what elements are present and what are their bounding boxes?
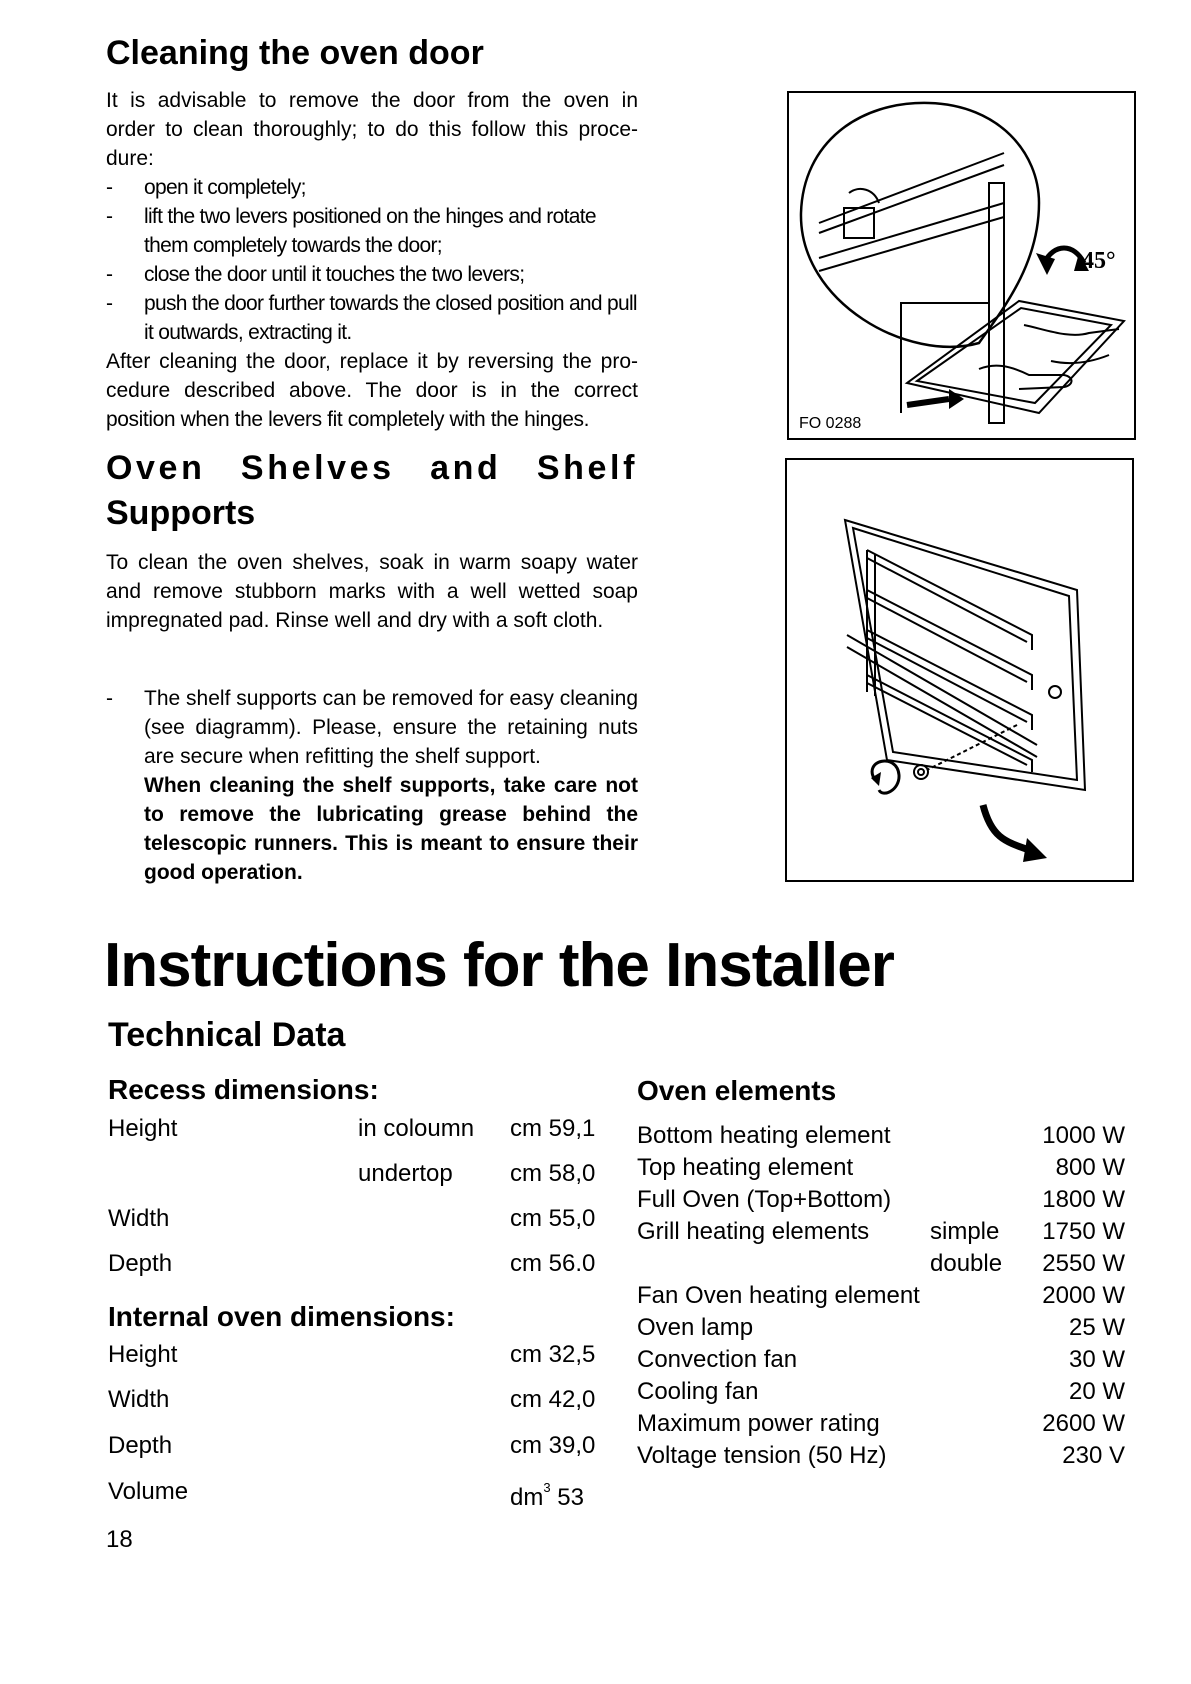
cleaning-door-title: Cleaning the oven door	[106, 34, 484, 72]
outro-line-1: After cleaning the door, replace it by reversing the pro-	[106, 350, 638, 373]
page-number: 18	[106, 1526, 133, 1553]
shelf-support-illustration	[787, 460, 1132, 880]
elements-table	[637, 1121, 1125, 1481]
elements-title: Oven elements	[637, 1075, 837, 1106]
shelf-support-bullet: - The shelf supports can be removed for easy cleaning (see diagramm). Please, ensure the retaining nuts are secure when refitting the shelf support. When cleaning the shelf supports, take care not to remove the lubricating grease behind the telescopic runners. This is meant to ensure their good operation.	[106, 684, 638, 887]
table-row: Voltage tension (50 Hz) 230 V	[637, 1442, 1125, 1469]
door-removal-illustration	[789, 93, 1134, 438]
table-row: undertop cm 58,0	[358, 1160, 596, 1187]
shelf-support-figure	[785, 458, 1134, 882]
table-row: Height in coloumn cm 59,1	[108, 1115, 596, 1142]
intro-line-3: dure:	[106, 147, 154, 170]
table-row: Convection fan 30 W	[637, 1346, 1125, 1373]
table-row: Bottom heating element 1000 W	[637, 1122, 1125, 1149]
recess-table	[108, 1114, 608, 1299]
step-item: - push the door further towards the closed position and pull it outwards, extracting it.	[106, 292, 637, 344]
table-row: Depth cm 39,0	[108, 1432, 596, 1459]
recess-title: Recess dimensions:	[108, 1074, 379, 1105]
shelf-support-text: The shelf supports can be removed for easy cleaning (see diagramm). Please, ensure the retaining nuts are secure when refitting the shelf support.	[144, 687, 638, 768]
table-row: Depth cm 56.0	[108, 1250, 596, 1277]
table-row: Volume $dm^3$ 53	[108, 1478, 584, 1511]
intro-line-1: It is advisable to remove the door from the oven in	[106, 89, 638, 112]
outro-line-3: position when the levers fit completely with the hinges.	[106, 408, 590, 431]
table-row: Top heating element 800 W	[637, 1154, 1125, 1181]
technical-data-title: Technical Data	[108, 1016, 346, 1054]
door-removal-figure	[787, 91, 1136, 440]
table-row: Full Oven (Top+Bottom) 1800 W	[637, 1186, 1125, 1213]
internal-table	[108, 1340, 608, 1520]
table-row: double 2550 W	[930, 1250, 1125, 1277]
table-row: Maximum power rating 2600 W	[637, 1410, 1125, 1437]
table-row: Width cm 55,0	[108, 1205, 596, 1232]
table-row: Grill heating elements simple 1750 W	[637, 1218, 1125, 1245]
shelves-paragraph: To clean the oven shelves, soak in warm soapy water and remove stubborn marks with a well wetted soap impregnated pad. Rinse well and dry with a soft cloth.	[106, 551, 638, 632]
figure-code: FO 0288	[799, 415, 862, 432]
shelf-support-warning: When cleaning the shelf supports, take care not to remove the lubricating grease behind the telescopic runners. This is meant to ensure their good operation.	[144, 774, 638, 884]
step-item: - lift the two levers positioned on the hinges and rotate them completely towards the door;	[106, 205, 596, 257]
angle-label: 45°	[1082, 248, 1116, 274]
cleaning-door-text	[106, 86, 638, 434]
step-item: - close the door until it touches the two levers;	[106, 263, 525, 286]
installer-title: Instructions for the Installer	[104, 931, 894, 1000]
internal-title: Internal oven dimensions:	[108, 1301, 455, 1332]
step-item: - open it completely;	[106, 176, 306, 199]
shelves-title-line-1: Oven Shelves and Shelf	[106, 449, 638, 487]
shelves-title-line-2: Supports	[106, 494, 256, 532]
table-row: Cooling fan 20 W	[637, 1378, 1125, 1405]
table-row: Height cm 32,5	[108, 1341, 596, 1368]
table-row: Oven lamp 25 W	[637, 1314, 1125, 1341]
table-row: Fan Oven heating element 2000 W	[637, 1282, 1125, 1309]
table-row: Width cm 42,0	[108, 1386, 596, 1413]
outro-line-2: cedure described above. The door is in the correct	[106, 379, 638, 402]
intro-line-2: order to clean thoroughly; to do this follow this proce-	[106, 118, 638, 141]
